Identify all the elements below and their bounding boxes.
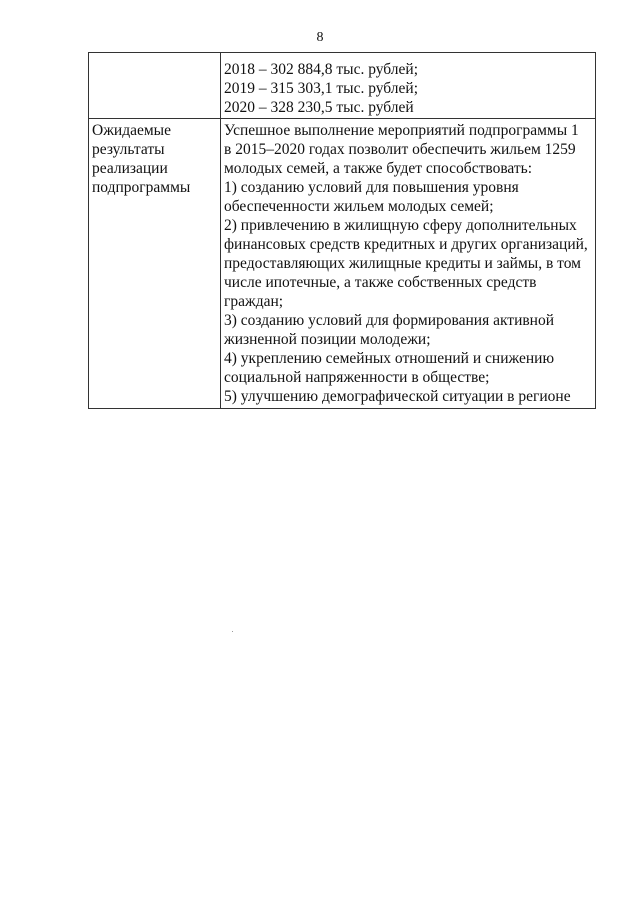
table-row-funding <box>89 53 596 119</box>
results-text-line: социальной напряженности в обществе; <box>224 369 490 386</box>
results-text-line: 5) улучшению демографической ситуации в регионе <box>224 388 571 405</box>
funding-line-2018: 2018 – 302 884,8 тыс. рублей; <box>224 61 418 78</box>
funding-label-cell <box>89 53 221 119</box>
scan-speck <box>232 631 233 632</box>
funding-line-2020: 2020 – 328 230,5 тыс. рублей <box>224 99 414 116</box>
results-text-line: в 2015–2020 годах позволит обеспечить жильем 1259 <box>224 141 576 158</box>
results-content-cell <box>221 119 596 409</box>
results-text-line: числе ипотечные, а также собственных средств <box>224 274 537 291</box>
results-label-cell <box>89 119 221 409</box>
results-label-line: Ожидаемые <box>92 122 171 139</box>
results-text-line: молодых семей, а также будет способствовать: <box>224 160 533 177</box>
results-text-line: жизненной позиции молодежи; <box>224 331 431 348</box>
funding-content-cell <box>221 53 596 119</box>
results-text-line: финансовых средств кредитных и других организаций, <box>224 236 588 253</box>
results-text-line: предоставляющих жилищные кредиты и займы, в том <box>224 255 581 272</box>
results-text-line: обеспеченности жильем молодых семей; <box>224 198 494 215</box>
results-label-line: подпрограммы <box>92 179 191 196</box>
page-number: 8 <box>316 30 324 45</box>
results-text-line: 3) созданию условий для формирования активной <box>224 312 555 329</box>
results-text-line: граждан; <box>224 293 284 310</box>
results-text-line: 2) привлечению в жилищную сферу дополнительных <box>224 217 577 234</box>
results-text-line: Успешное выполнение мероприятий подпрограммы 1 <box>224 122 579 139</box>
subprogram-passport-table <box>88 52 596 409</box>
results-text-line: 4) укреплению семейных отношений и снижению <box>224 350 555 367</box>
results-label-line: результаты <box>92 141 165 158</box>
results-text-line: 1) созданию условий для повышения уровня <box>224 179 519 196</box>
results-label-line: реализации <box>92 160 168 177</box>
table-row-expected-results <box>89 119 596 409</box>
funding-line-2019: 2019 – 315 303,1 тыс. рублей; <box>224 80 418 97</box>
